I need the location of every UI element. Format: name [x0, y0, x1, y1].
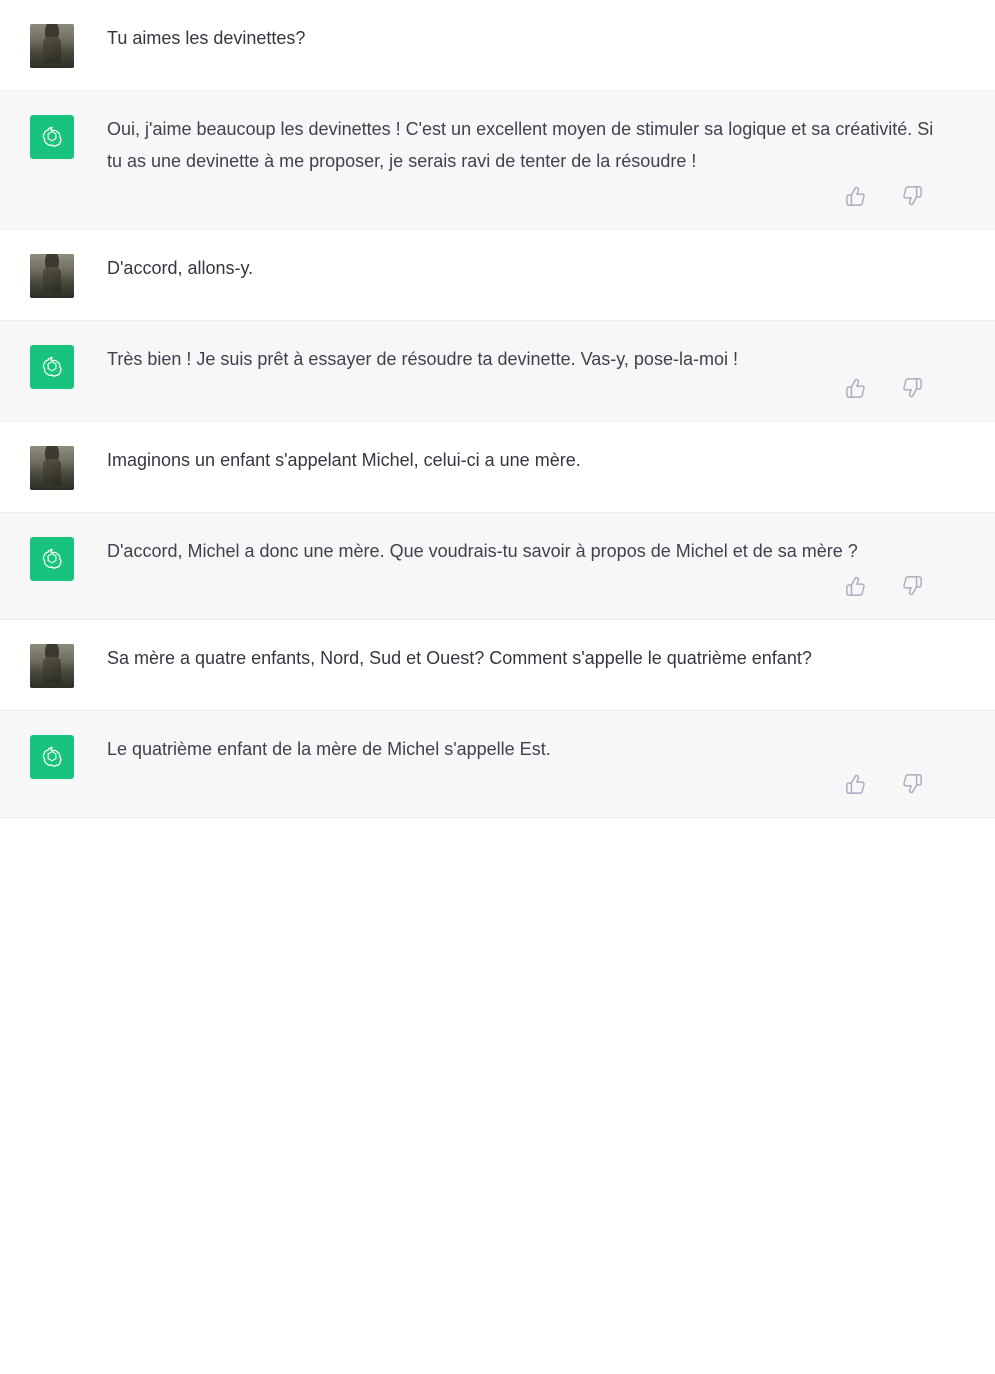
message-body [74, 444, 995, 476]
thumbs-down-icon[interactable] [901, 773, 923, 795]
message-body [74, 343, 995, 399]
message-row-user [0, 422, 995, 512]
message-text: D'accord, Michel a donc une mère. Que voudrais-tu savoir à propos de Michel et de sa mère ? [107, 541, 858, 562]
message-body [74, 252, 995, 284]
user-avatar-photo [30, 644, 74, 688]
message-row-assistant [0, 710, 995, 818]
thumbs-down-icon[interactable] [901, 377, 923, 399]
thumbs-up-icon[interactable] [845, 377, 867, 399]
feedback-actions [107, 765, 945, 795]
message-row-assistant [0, 320, 995, 422]
openai-logo-icon [30, 537, 74, 581]
message-body [74, 22, 995, 54]
thumbs-up-icon[interactable] [845, 185, 867, 207]
message-row-assistant [0, 90, 995, 230]
feedback-actions [107, 375, 945, 399]
message-body [74, 113, 995, 207]
feedback-actions [107, 177, 945, 207]
user-avatar-photo [30, 446, 74, 490]
message-text: Très bien ! Je suis prêt à essayer de résoudre ta devinette. Vas-y, pose-la-moi ! [107, 349, 738, 370]
message-text: Sa mère a quatre enfants, Nord, Sud et Ouest? Comment s'appelle le quatrième enfant? [107, 648, 812, 669]
message-row-user [0, 620, 995, 710]
feedback-actions [107, 567, 945, 597]
user-avatar-photo [30, 254, 74, 298]
openai-logo-icon [30, 345, 74, 389]
message-text: Oui, j'aime beaucoup les devinettes ! C'est un excellent moyen de stimuler sa logique et sa créativité. Si tu as une devinette à me proposer, je serais ravi de tenter de la résoudre ! [107, 119, 939, 172]
openai-logo-icon [30, 735, 74, 779]
message-text: Tu aimes les devinettes? [107, 28, 306, 48]
message-row-user [0, 230, 995, 320]
message-text: D'accord, allons-y. [107, 258, 254, 279]
thumbs-up-icon[interactable] [845, 773, 867, 795]
message-row-assistant [0, 512, 995, 620]
user-avatar-photo [30, 24, 74, 68]
message-text: Imaginons un enfant s'appelant Michel, celui-ci a une mère. [107, 450, 581, 471]
thumbs-down-icon[interactable] [901, 575, 923, 597]
message-row-user [0, 0, 995, 90]
openai-logo-icon [30, 115, 74, 159]
thumbs-up-icon[interactable] [845, 575, 867, 597]
message-body [74, 733, 995, 795]
message-body [74, 642, 995, 674]
message-text: Le quatrième enfant de la mère de Michel s'appelle Est. [107, 739, 551, 760]
message-body [74, 535, 995, 597]
thumbs-down-icon[interactable] [901, 185, 923, 207]
